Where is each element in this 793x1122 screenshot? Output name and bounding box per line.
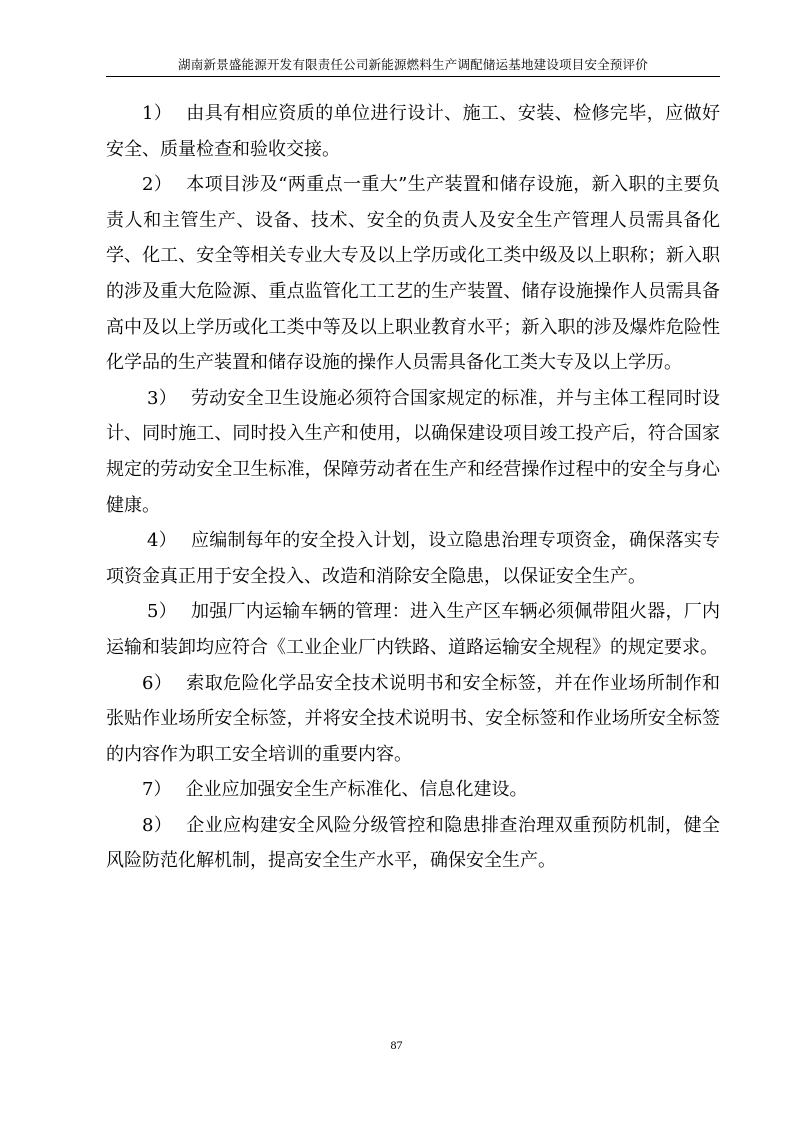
document-body [106,96,720,879]
list-item-1 [106,96,720,167]
list-item-8 [106,808,720,879]
list-item-text: 企业应加强安全生产标准化、信息化建设。 [185,779,528,801]
page-header: 湖南新景盛能源开发有限责任公司新能源燃料生产调配储运基地建设项目安全预评价 [178,57,648,72]
list-item-number: 1） [142,103,173,124]
list-item-text: 本项目涉及“两重点一重大”生产装置和储存设施，新入职的主要负责人和主管生产、设备、技术、安全的负责人及安全生产管理人员需具备化学、化工、安全等相关专业大专及以上学历或化工类中级及以上职称；新入职的涉及重大危险源、重点监管化工工艺的生产装置、储存设施操作人员需具备高中及以上学历或化工类中等及以上职业教育水平；新入职的涉及爆炸危险性化学品的生产装置和储存设施的操作人员需具备化工类大专及以上学历。 [106,174,721,374]
list-item-4 [106,523,720,594]
list-item-number: 8） [142,814,173,836]
list-item-number: 4） [147,530,177,552]
list-item-number: 5） [147,601,177,623]
list-item-text: 加强厂内运输车辆的管理：进入生产区车辆必须佩带阻火器，厂内运输和装卸均应符合《工业企业厂内铁路、道路运输安全规程》的规定要求。 [106,601,721,658]
list-item-text: 由具有相应资质的单位进行设计、施工、安装、检修完毕，应做好安全、质量检查和验收交接。 [106,103,721,160]
list-item-6 [106,666,720,773]
list-item-number: 3） [147,387,177,409]
list-item-number: 2） [142,174,173,196]
header-divider [106,76,720,77]
list-item-text: 企业应构建安全风险分级管控和隐患排查治理双重预防机制，健全风险防范化解机制，提高安全生产水平，确保安全生产。 [106,814,721,872]
list-item-5 [106,594,720,665]
page-number: 87 [390,1038,403,1052]
list-item-number: 6） [142,672,173,694]
list-item-7 [106,772,720,808]
list-item-number: 7） [142,779,172,801]
list-item-2 [106,167,720,381]
list-item-3 [106,381,720,523]
list-item-text: 索取危险化学品安全技术说明书和安全标签，并在作业场所制作和张贴作业场所安全标签，并将安全技术说明书、安全标签和作业场所安全标签的内容作为职工安全培训的重要内容。 [106,672,721,765]
list-item-text: 应编制每年的安全投入计划，设立隐患治理专项资金，确保落实专项资金真正用于安全投入、改造和消除安全隐患，以保证安全生产。 [106,530,721,587]
list-item-text: 劳动安全卫生设施必须符合国家规定的标准，并与主体工程同时设计、同时施工、同时投入生产和使用，以确保建设项目竣工投产后，符合国家规定的劳动安全卫生标准，保障劳动者在生产和经营操作过程中的安全与身心健康。 [106,387,721,516]
